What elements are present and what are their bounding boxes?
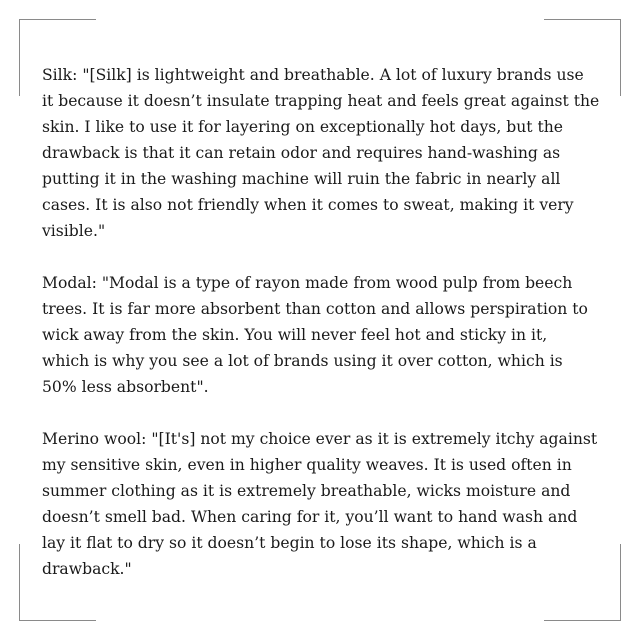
text-body	[42, 62, 602, 582]
paragraph-merino-wool: Merino wool: "[It's] not my choice ever as it is extremely itchy against my sensitive skin, even in higher quality weaves. It is used often in summer clothing as it is extremely breathable, wicks moisture and doesn’t smell bad. When caring for it, you’ll want to hand wash and lay it flat to dry so it doesn’t begin to lose its shape, which is a drawback."	[42, 430, 598, 578]
paragraph-modal: Modal: "Modal is a type of rayon made from wood pulp from beech trees. It is far more absorbent than cotton and allows perspiration to wick away from the skin. You will never feel hot and sticky in it, which is why you see a lot of brands using it over cotton, which is 50% less absorbent".	[42, 274, 588, 396]
paragraph-silk: Silk: "[Silk] is lightweight and breathable. A lot of luxury brands use it because it doesn’t insulate trapping heat and feels great against the skin. I like to use it for layering on exceptionally hot days, but the drawback is that it can retain odor and requires hand-washing as putting it in the washing machine will ruin the fabric in nearly all cases. It is also not friendly when it comes to sweat, making it very visible."	[42, 66, 600, 240]
